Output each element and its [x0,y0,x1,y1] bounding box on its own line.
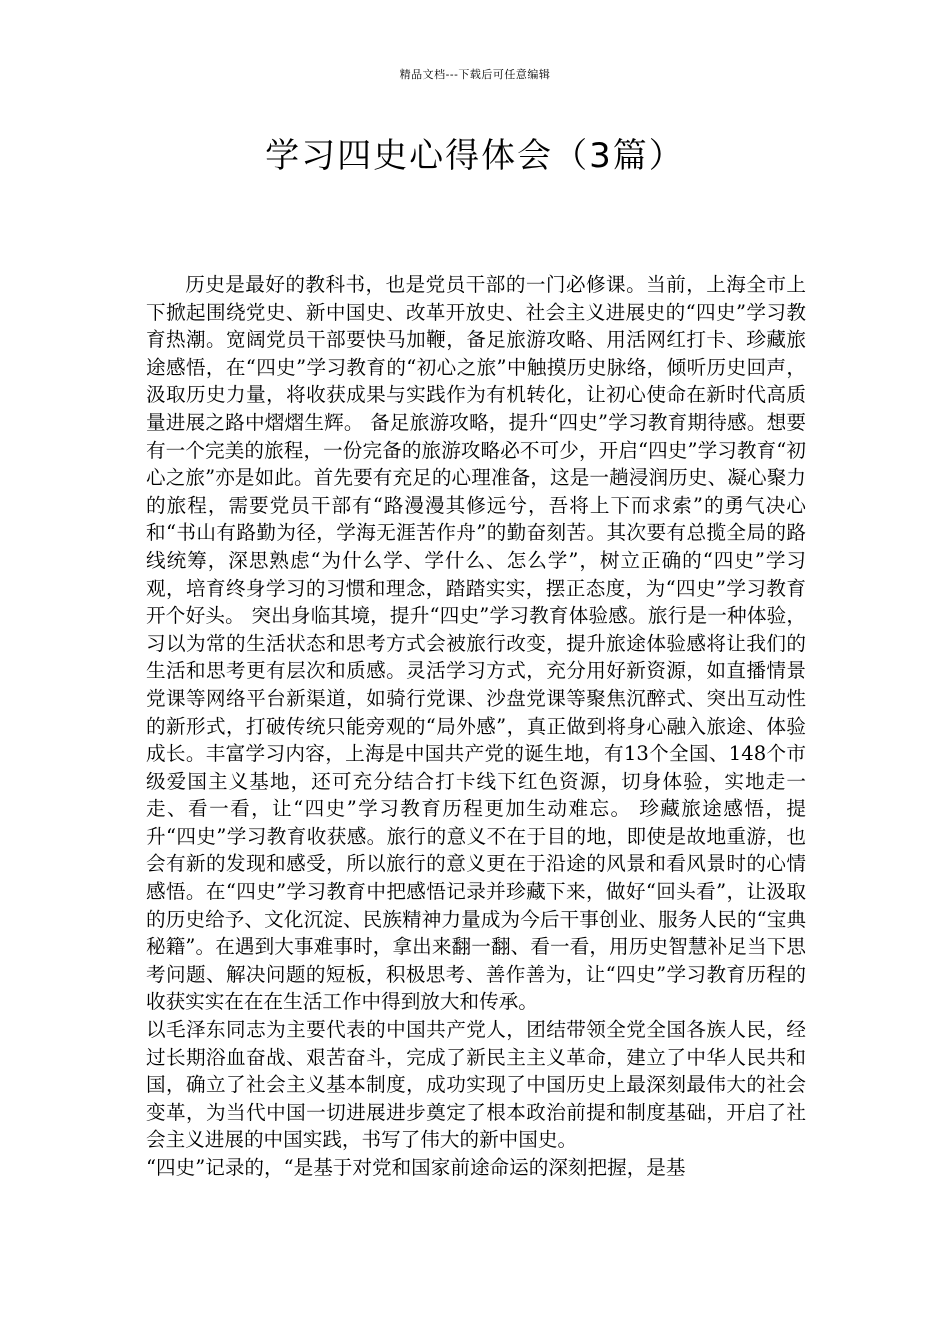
document-body [146,271,806,1182]
header-note: 精品文档---下载后可任意编辑 [399,68,551,81]
body-paragraph-1: 历史是最好的教科书，也是党员干部的一门必修课。当前，上海全市上下掀起围绕党史、新中国史、改革开放史、社会主义进展史的“四史”学习教育热潮。宽阔党员干部要快马加鞭，备足旅游攻略、用活网红打卡、珍藏旅途感悟，在“四史”学习教育的“初心之旅”中触摸历史脉络，倾听历史回声，汲取历史力量，将收获成果与实践作为有机转化，让初心使命在新时代高质量进展之路中熠熠生辉。 备足旅游攻略，提升“四史”学习教育期待感。想要有一个完美的旅程，一份完备的旅游攻略必不可少，开启“四史”学习教育“初心之旅”亦是如此。首先要有充足的心理准备，这是一趟浸润历史、凝心聚力的旅程，需要党员干部有“路漫漫其修远兮，吾将上下而求索”的勇气决心和“书山有路勤为径，学海无涯苦作舟”的勤奋刻苦。其次要有总揽全局的路线统筹，深思熟虑“为什么学、学什么、怎么学”，树立正确的“四史”学习观，培育终身学习的习惯和理念，踏踏实实，摆正态度，为“四史”学习教育开个好头。 突出身临其境，提升“四史”学习教育体验感。旅行是一种体验，习以为常的生活状态和思考方式会被旅行改变，提升旅途体验感将让我们的生活和思考更有层次和质感。灵活学习方式，充分用好新资源，如直播情景党课等网络平台新渠道，如骑行党课、沙盘党课等聚焦沉醉式、突出互动性的新形式，打破传统只能旁观的“局外感”，真正做到将身心融入旅途、体验成长。丰富学习内容，上海是中国共产党的诞生地，有13个全国、148个市级爱国主义基地，还可充分结合打卡线下红色资源，切身体验，实地走一走、看一看，让“四史”学习教育历程更加生动难忘。 珍藏旅途感悟，提升“四史”学习教育收获感。旅行的意义不在于目的地，即使是故地重游，也会有新的发现和感受，所以旅行的意义更在于沿途的风景和看风景时的心情感悟。在“四史”学习教育中把感悟记录并珍藏下来，做好“回头看”，让汲取的历史给予、文化沉淀、民族精神力量成为今后干事创业、服务人民的“宝典秘籍”。在遇到大事难事时，拿出来翻一翻、看一看，用历史智慧补足当下思考问题、解决问题的短板，积极思考、善作善为，让“四史”学习教育历程的收获实实在在在生活工作中得到放大和传承。 [146,273,806,1014]
document-title: 学习四史心得体会（3篇） [265,136,685,176]
body-paragraph-3: “四史”记录的，“是基于对党和国家前途命运的深刻把握，是基 [146,1156,686,1179]
body-paragraph-2: 以毛泽东同志为主要代表的中国共产党人，团结带领全党全国各族人民，经过长期浴血奋战、艰苦奋斗，完成了新民主主义革命，建立了中华人民共和国，确立了社会主义基本制度，成功实现了中国历史上最深刻最伟大的社会变革，为当代中国一切进展进步奠定了根本政治前提和制度基础，开启了社会主义进展的中国实践，书写了伟大的新中国史。 [146,1018,806,1152]
